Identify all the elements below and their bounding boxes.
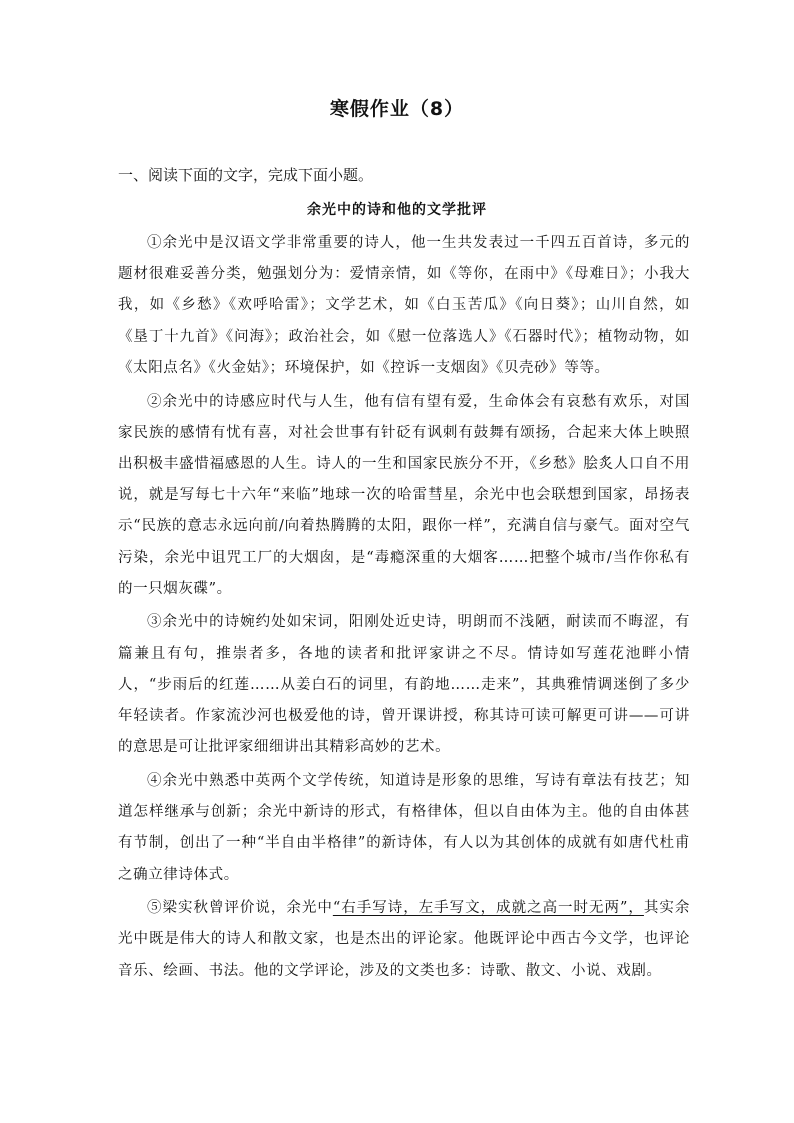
question-heading: 一、阅读下面的文字，完成下面小题。 [118, 166, 374, 184]
paragraph-3: ③余光中的诗婉约处如宋词，阳刚处近史诗，明朗而不浅陋，耐读而不晦涩，有篇兼且有句，推崇者多，各地的读者和批评家讲之不尽。情诗如写莲花池畔小情人，“步雨后的红莲……从姜白石的词里，有韵地……走来”，其典雅情调迷倒了多少年轻读者。作家流沙河也极爱他的诗，曾开课讲授，称其诗可读可解更可讲——可讲的意思是可让批评家细细讲出其精彩高妙的艺术。 [118, 614, 690, 756]
paragraph-4: ④余光中熟悉中英两个文学传统，知道诗是形象的思维，写诗有章法有技艺；知道怎样继承与创新；余光中新诗的形式，有格律体，但以自由体为主。他的自由体甚有节制，创出了一种“半自由半格律”的新诗体，有人以为其创体的成就有如唐代杜甫之确立律诗体式。 [118, 772, 690, 883]
article-title: 余光中的诗和他的文学批评 [307, 202, 487, 218]
paragraph-5-lead: ⑤梁实秋曾评价说，余光中 [147, 900, 333, 917]
article-body [118, 228, 690, 989]
underlined-quote: “右手写诗，左手写文，成就之高一时无两”， [332, 900, 644, 917]
paragraph-5-rest: 其实余光中既是伟大的诗人和散文家，也是杰出的评论家。他既评论中西古今文学，也评论音乐、绘画、书法。他的文学评论，涉及的文类也多：诗歌、散文、小说、戏剧。 [118, 900, 690, 979]
paragraph-5 [118, 893, 690, 987]
paragraph-2: ②余光中的诗感应时代与人生，他有信有望有爱，生命体会有哀愁有欢乐，对国家民族的感情有忧有喜，对社会世事有针砭有讽刺有鼓舞有颂扬，合起来大体上映照出积极丰盛惜福感恩的人生。诗人的一生和国家民族分不开，《乡愁》脍炙人口自不用说，就是写每七十六年“来临”地球一次的哈雷彗星，余光中也会联想到国家，昂扬表示“民族的意志永远向前/向着热腾腾的太阳，跟你一样”，充满自信与豪气。面对空气污染，余光中诅咒工厂的大烟囱，是“毒瘾深重的大烟客……把整个城市/当作你私有的一只烟灰碟”。 [118, 393, 690, 597]
paragraph-1: ①余光中是汉语文学非常重要的诗人，他一生共发表过一千四五百首诗，多元的题材很难妥善分类，勉强划分为：爱情亲情，如《等你，在雨中》《母难日》；小我大我，如《乡愁》《欢呼哈雷》；文学艺术，如《白玉苦瓜》《向日葵》；山川自然，如《垦丁十九首》《问海》；政治社会，如《慰一位落选人》《石器时代》；植物动物，如《太阳点名》《火金姑》；环境保护，如《控诉一支烟囱》《贝壳砂》等等。 [118, 235, 690, 376]
page-title: 寒假作业（8） [329, 98, 465, 120]
